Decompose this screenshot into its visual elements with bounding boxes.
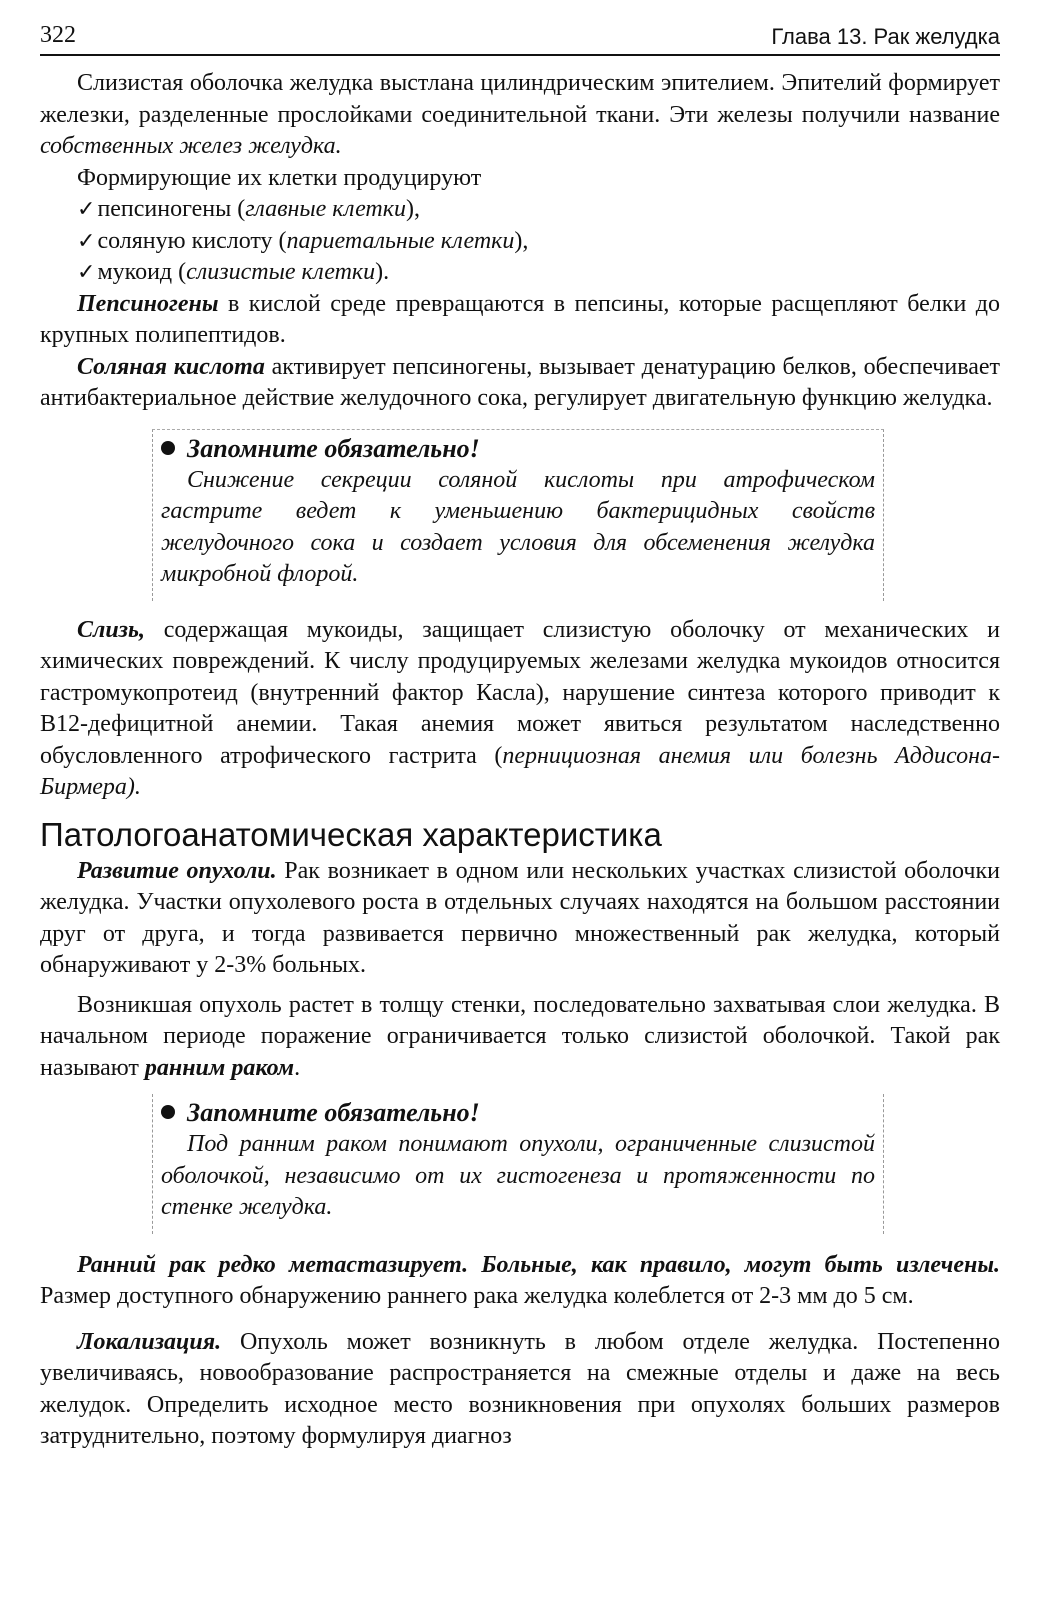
list-item: ✓пепсиногены (главные клетки), xyxy=(77,194,1000,226)
bullet-icon xyxy=(161,441,175,455)
paragraph-cells-intro: Формирующие их клетки продуцируют xyxy=(77,164,482,191)
paragraph-mucus: Слизь, содержащая мукоиды, защищает слизистую оболочку от механических и химических повреждений. К числу продуцируемых железами желудка мукоидов относится гастромукопротеид (внутренний фактор Касла), нарушение синтеза которого приводит к В12-дефицитной анемии. Такая анемия может явиться результатом наследственно обусловленного атрофического гастрита (пернициозная анемия или болезнь Аддисона-Бирмера). xyxy=(40,616,1000,800)
checkmark-icon: ✓ xyxy=(77,228,96,254)
callout-body: Под ранним раком понимают опухоли, ограниченные слизистой оболочкой, независимо от их гистогенеза и протяженности по стенке желудка. xyxy=(161,1131,875,1220)
paragraph-tumor-development: Развитие опухоли. Рак возникает в одном или нескольких участках слизистой оболочки желудка. Участки опухолевого роста в отдельных случаях находятся на большом расстоянии друг от друга, и тогда развивается первично множественный рак желудка, который обнаруживают у 2-3% больных. xyxy=(40,857,1001,978)
paragraph-hydrochloric-acid: Соляная кислота активирует пепсиногены, вызывает денатурацию белков, обеспечивает антибактериальное действие желудочного сока, регулирует двигательную функцию желудка. xyxy=(40,353,1001,411)
page-number: 322 xyxy=(40,22,76,48)
chapter-title: Глава 13. Рак желудка xyxy=(771,24,1000,49)
book-page xyxy=(40,14,1000,1453)
list-item: ✓соляную кислоту (париетальные клетки), xyxy=(77,226,1000,258)
page-body xyxy=(40,68,1000,1453)
callout-title: Запомните обязательно! xyxy=(161,1096,875,1129)
paragraph-localization: Локализация. Опухоль может возникнуть в любом отделе желудка. Постепенно увеличиваясь, новообразование распространяется на смежные отделы и даже на весь желудок. Определить исходное место возникновения при опухолях больших размеров затруднительно, поэтому формулируя диагноз xyxy=(40,1328,1000,1449)
section-heading: Патологоанатомическая характеристика xyxy=(40,815,662,853)
callout-remember-1 xyxy=(152,429,884,601)
paragraph-early-metastasis: Ранний рак редко метастазирует. Больные, как правило, могут быть излечены. Размер доступного обнаружению раннего рака желудка колеблется от 2-3 мм до 5 см. xyxy=(40,1251,1000,1309)
paragraph-early-cancer: Возникшая опухоль растет в толщу стенки, последовательно захватывая слои желудка. В начальном периоде поражение ограничивается только слизистой оболочкой. Такой рак называют ранним раком. xyxy=(40,991,1000,1081)
list-item: ✓мукоид (слизистые клетки). xyxy=(77,257,1000,289)
bullet-icon xyxy=(161,1105,175,1119)
checkmark-icon: ✓ xyxy=(77,260,96,285)
callout-remember-2 xyxy=(152,1094,884,1234)
paragraph-pepsinogens: Пепсиногены в кислой среде превращаются в пепсины, которые расщепляют белки до крупных полипептидов. xyxy=(40,290,1000,348)
paragraph-mucosa: Слизистая оболочка желудка выстлана цилиндрическим эпителием. Эпителий формирует железки, разделенные прослойками соединительной ткани. Эти железы получили название собственных желез желудка. xyxy=(40,70,1000,159)
cell-products-list xyxy=(40,194,1000,289)
callout-title: Запомните обязательно! xyxy=(161,432,875,465)
page-header xyxy=(40,14,1000,56)
callout-body: Снижение секреции соляной кислоты при атрофическом гастрите ведет к уменьшению бактерицидных свойств желудочного сока и создает условия для обсеменения желудка микробной флорой. xyxy=(161,466,875,587)
checkmark-icon: ✓ xyxy=(77,197,96,222)
